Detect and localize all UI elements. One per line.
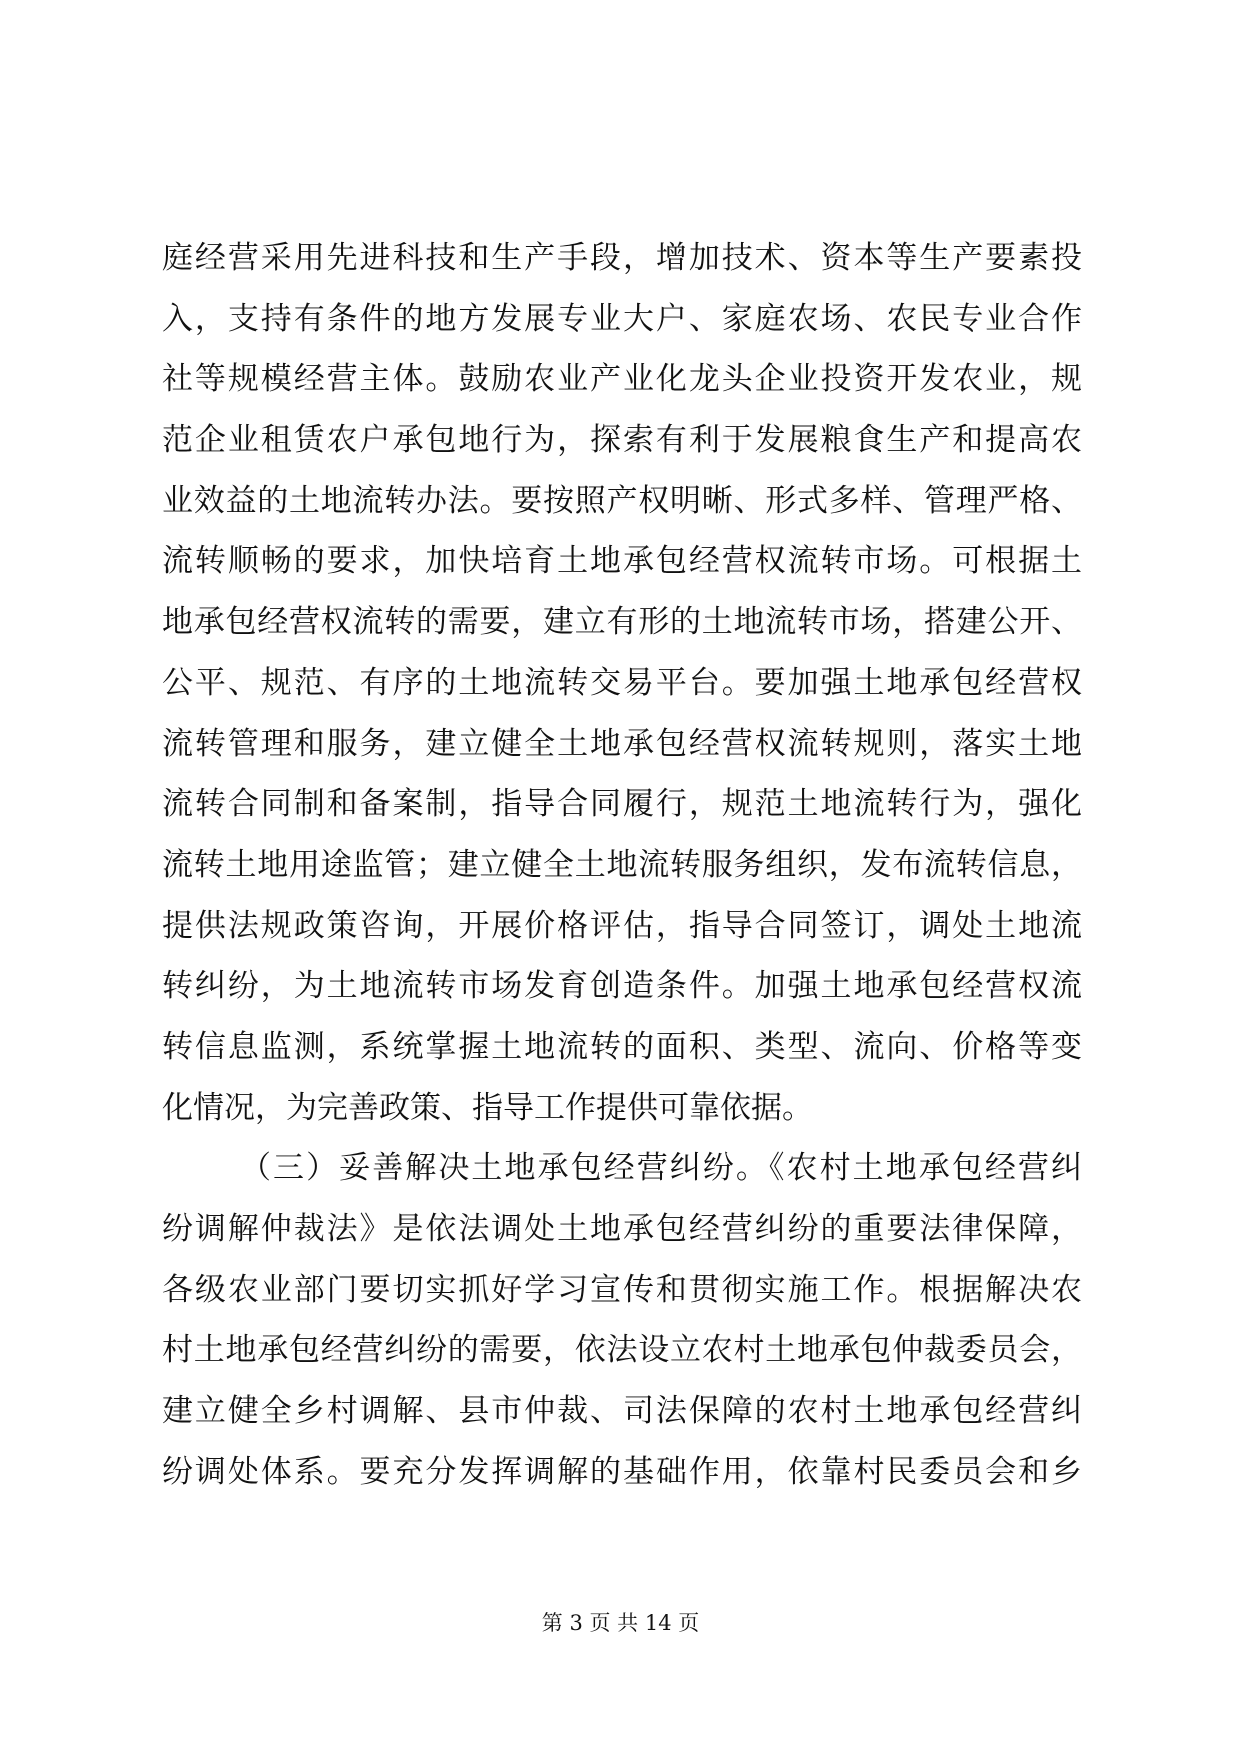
document-body [162,228,1082,1502]
text-line: 流转顺畅的要求，加快培育土地承包经营权流转市场。可根据土 [162,543,1082,580]
page-number: 第 3 页 共 14 页 [541,1611,700,1635]
text-line: 纷调解仲裁法》是依法调处土地承包经营纠纷的重要法律保障， [162,1211,1082,1247]
page-footer [0,1608,1241,1638]
text-line: 提供法规政策咨询，开展价格评估，指导合同签订，调处土地流 [162,907,1082,944]
text-line: 村土地承包经营纠纷的需要，依法设立农村土地承包仲裁委员会， [162,1332,1082,1369]
text-line: 业效益的土地流转办法。要按照产权明晰、形式多样、管理严格、 [162,482,1082,519]
text-line: 建立健全乡村调解、县市仲裁、司法保障的农村土地承包经营纠 [162,1393,1082,1430]
text-line: 庭经营采用先进科技和生产手段，增加技术、资本等生产要素投 [162,240,1082,276]
section-heading-line: （三）妥善解决土地承包经营纠纷。《农村土地承包经营纠 [240,1150,1082,1187]
text-line: 转纠纷，为土地流转市场发育创造条件。加强土地承包经营权流 [162,968,1082,1005]
text-line: 范企业租赁农户承包地行为，探索有利于发展粮食生产和提高农 [162,422,1082,459]
text-line: 地承包经营权流转的需要，建立有形的土地流转市场，搭建公开、 [162,604,1082,641]
text-line: 流转管理和服务，建立健全土地承包经营权流转规则，落实土地 [162,725,1082,762]
text-line: 社等规模经营主体。鼓励农业产业化龙头企业投资开发农业，规 [162,361,1082,398]
text-line: 转信息监测，系统掌握土地流转的面积、类型、流向、价格等变 [162,1028,1082,1065]
text-line: 流转合同制和备案制，指导合同履行，规范土地流转行为，强化 [162,786,1082,823]
text-line: 纷调处体系。要充分发挥调解的基础作用，依靠村民委员会和乡 [162,1453,1082,1490]
text-line: 入，支持有条件的地方发展专业大户、家庭农场、农民专业合作 [162,300,1082,337]
text-line: 化情况，为完善政策、指导工作提供可靠依据。 [162,1089,813,1126]
text-line: 流转土地用途监管；建立健全土地流转服务组织，发布流转信息， [162,846,1082,883]
text-line: 各级农业部门要切实抓好学习宣传和贯彻实施工作。根据解决农 [162,1271,1082,1308]
text-line: 公平、规范、有序的土地流转交易平台。要加强土地承包经营权 [162,664,1082,701]
